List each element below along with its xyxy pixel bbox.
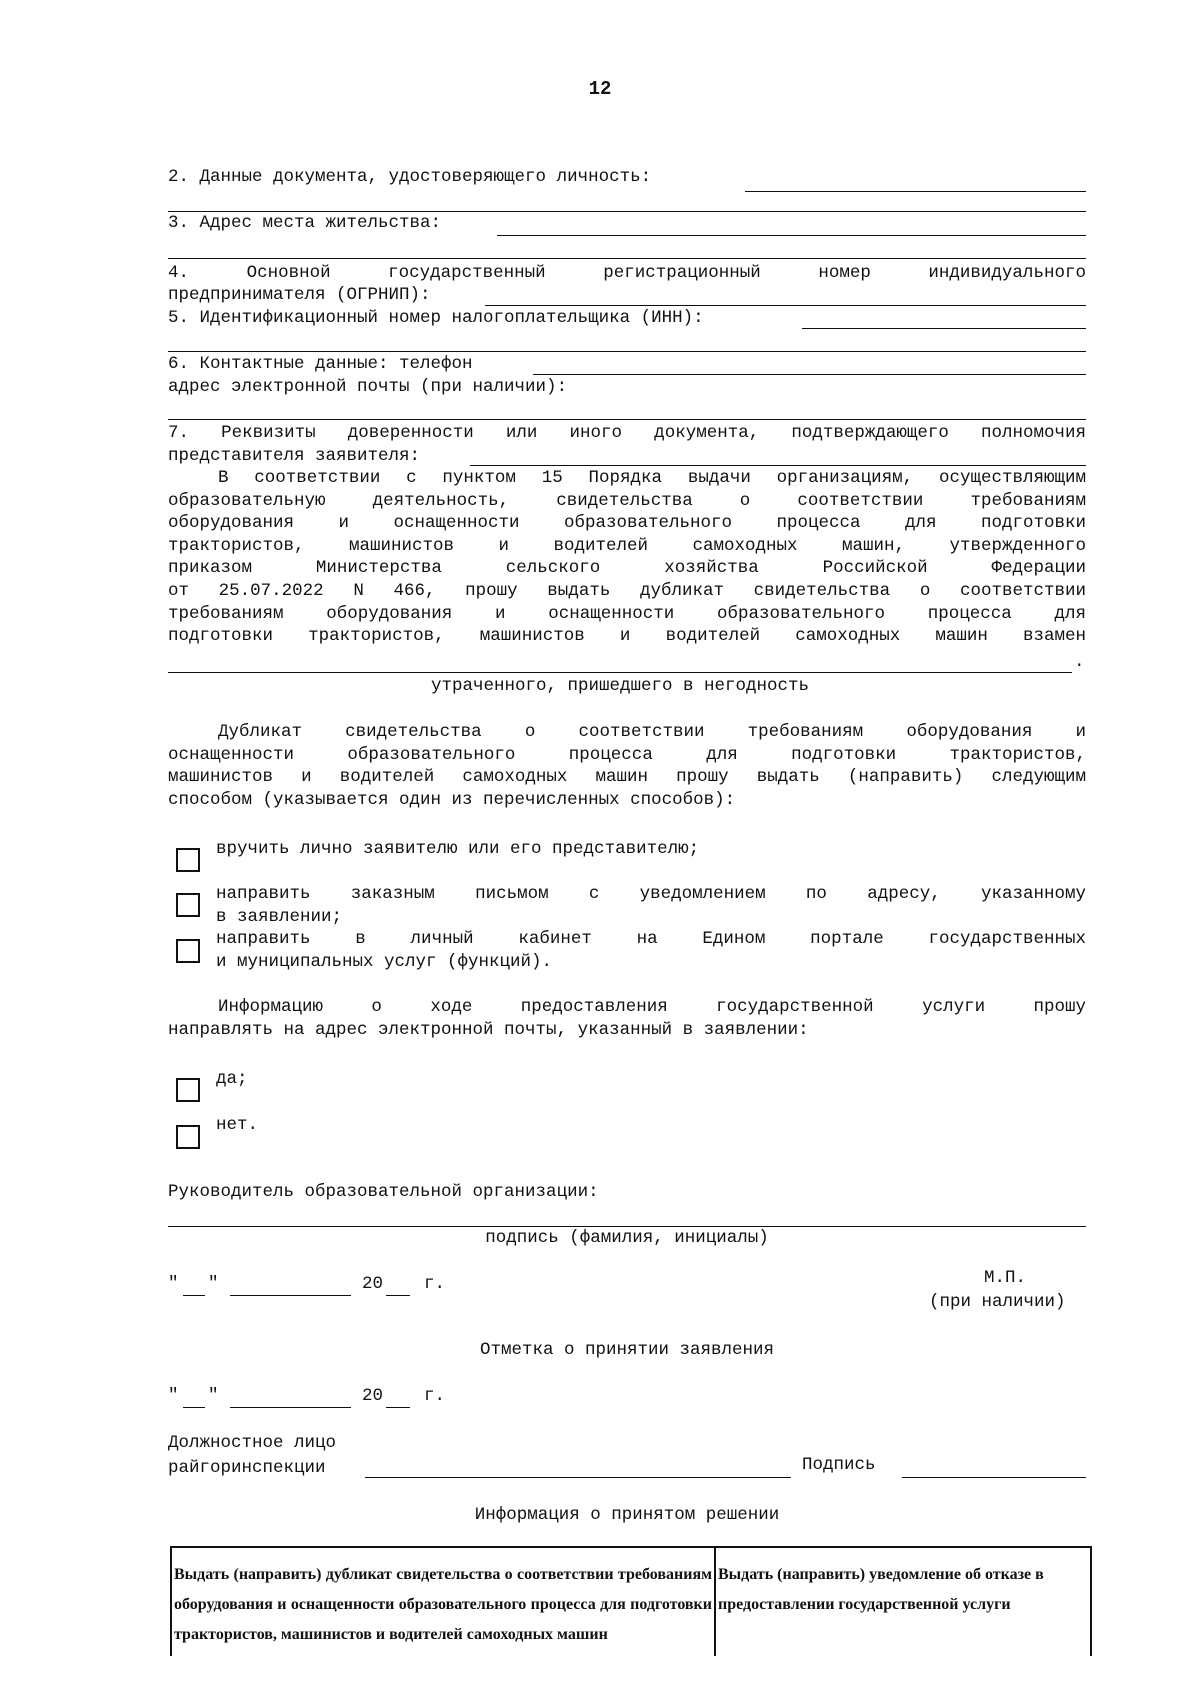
decision-title: Информация о принятом решении bbox=[474, 1505, 780, 1525]
info-option-no: нет. bbox=[216, 1115, 259, 1135]
method-option-line: в заявлении; bbox=[216, 906, 343, 927]
paragraph-line: требованиям оборудования и оснащенности образовательного процесса для bbox=[168, 603, 1086, 624]
info-option-yes: да; bbox=[216, 1069, 248, 1089]
date-quote-close: " bbox=[208, 1274, 219, 1294]
paragraph-line: направлять на адрес электронной почты, указанный в заявлении: bbox=[168, 1019, 809, 1040]
method-paragraph bbox=[168, 721, 1086, 811]
item4-word: 4. bbox=[168, 263, 190, 283]
paragraph-line: оснащенности образовательного процесса для подготовки трактористов, bbox=[168, 744, 1086, 765]
paragraph-line: образовательную деятельность, свидетельства о соответствии требованиям bbox=[168, 490, 1086, 511]
method-checkbox-portal[interactable] bbox=[176, 939, 200, 963]
info-checkbox-no[interactable] bbox=[176, 1125, 200, 1149]
item7-line2: представителя заявителя: bbox=[168, 445, 421, 466]
item4-field[interactable] bbox=[485, 305, 1086, 306]
seal-note: (при наличии) bbox=[929, 1292, 1066, 1312]
date-year-suffix: г. bbox=[424, 1274, 446, 1294]
item4-line1 bbox=[168, 262, 1086, 285]
info-checkbox-yes[interactable] bbox=[176, 1078, 200, 1102]
item2-field[interactable] bbox=[745, 191, 1086, 192]
page-number: 12 bbox=[588, 78, 612, 100]
official-unit: райгоринспекции bbox=[168, 1458, 326, 1478]
method-option-line: направить заказным письмом с уведомлением по адресу, указанному bbox=[216, 884, 1086, 904]
official-signature-label: Подпись bbox=[802, 1455, 876, 1475]
request-end-dot: . bbox=[1074, 652, 1085, 672]
date-quote-close: " bbox=[208, 1386, 219, 1406]
item5-label: 5. Идентификационный номер налогоплательщика (ИНН): bbox=[168, 308, 704, 328]
item3-label: 3. Адрес места жительства: bbox=[168, 213, 442, 233]
date-year-suffix: г. bbox=[424, 1386, 446, 1406]
paragraph-line: трактористов, машинистов и водителей самоходных машин, утвержденного bbox=[168, 535, 1086, 556]
method-option-personal: вручить лично заявителю или его представителю; bbox=[216, 839, 700, 859]
method-checkbox-mail[interactable] bbox=[176, 893, 200, 917]
item4-word: Основной bbox=[246, 263, 331, 283]
seal-mark: М.П. bbox=[984, 1268, 1027, 1288]
method-checkbox-personal[interactable] bbox=[176, 848, 200, 872]
item6-phone-field[interactable] bbox=[533, 374, 1086, 375]
item7 bbox=[168, 422, 1086, 467]
item5-extra-line[interactable] bbox=[168, 351, 1086, 352]
date-quote-open: " bbox=[168, 1274, 179, 1294]
paragraph-line: В соответствии с пунктом 15 Порядка выдачи организациям, осуществляющим bbox=[218, 468, 1086, 488]
request-paragraph bbox=[168, 467, 1086, 648]
official-name-field[interactable] bbox=[365, 1477, 791, 1478]
method-option-line: и муниципальных услуг (функций). bbox=[216, 951, 553, 972]
paragraph-line: Дубликат свидетельства о соответствии требованиям оборудования и bbox=[218, 722, 1086, 742]
paragraph-line: машинистов и водителей самоходных машин прошу выдать (направить) следующим bbox=[168, 767, 1086, 788]
item5-field[interactable] bbox=[802, 328, 1086, 329]
date-year-prefix: 20 bbox=[362, 1274, 384, 1294]
request-caption: утраченного, пришедшего в негодность bbox=[430, 676, 810, 696]
request-field[interactable] bbox=[168, 672, 1072, 673]
official-signature-field[interactable] bbox=[902, 1477, 1086, 1478]
official-title: Должностное лицо bbox=[168, 1433, 337, 1453]
method-option-mail bbox=[216, 883, 1086, 928]
method-option-line: направить в личный кабинет на Едином портале государственных bbox=[216, 929, 1086, 949]
date-year-field[interactable] bbox=[386, 1295, 410, 1296]
info-paragraph bbox=[168, 996, 1086, 1041]
paragraph-line: оборудования и оснащенности образовательного процесса для подготовки bbox=[168, 513, 1086, 534]
signature-caption: подпись (фамилия, инициалы) bbox=[485, 1228, 769, 1248]
paragraph-line: подготовки трактористов, машинистов и водителей самоходных машин взамен bbox=[168, 626, 1086, 647]
item2-label: 2. Данные документа, удостоверяющего личность: bbox=[168, 167, 652, 187]
date-quote-open: " bbox=[168, 1386, 179, 1406]
date-month-field[interactable] bbox=[230, 1407, 351, 1408]
head-label: Руководитель образовательной организации: bbox=[168, 1182, 599, 1202]
item6-phone-label: 6. Контактные данные: телефон bbox=[168, 354, 473, 374]
decision-table bbox=[170, 1548, 1092, 1656]
method-option-portal bbox=[216, 928, 1086, 973]
paragraph-line: приказом Министерства сельского хозяйства Российской Федерации bbox=[168, 558, 1086, 579]
item6-email-field[interactable] bbox=[168, 419, 1086, 420]
item7-line1: 7. Реквизиты доверенности или иного документа, подтверждающего полномочия bbox=[168, 423, 1086, 443]
item6-email-label: адрес электронной почты (при наличии): bbox=[168, 377, 568, 397]
paragraph-line: способом (указывается один из перечисленных способов): bbox=[168, 789, 736, 810]
date-year-field[interactable] bbox=[386, 1407, 410, 1408]
date-day-field[interactable] bbox=[183, 1407, 205, 1408]
item4-word: индивидуального bbox=[928, 263, 1086, 283]
date-month-field[interactable] bbox=[230, 1295, 351, 1296]
paragraph-line: от 25.07.2022 N 466, прошу выдать дубликат свидетельства о соответствии bbox=[168, 580, 1086, 601]
acceptance-title: Отметка о принятии заявления bbox=[479, 1340, 775, 1360]
item7-field[interactable] bbox=[470, 465, 1086, 466]
date-day-field[interactable] bbox=[183, 1295, 205, 1296]
decision-option-refuse[interactable]: Выдать (направить) уведомление об отказе в предоставлении государственной услуги bbox=[715, 1548, 1091, 1656]
item4-word: регистрационный bbox=[603, 263, 761, 283]
item3-field[interactable] bbox=[497, 235, 1086, 236]
item4-word: номер bbox=[818, 263, 871, 283]
item4-line2: предпринимателя (ОГРНИП): bbox=[168, 285, 431, 305]
head-signature-field[interactable] bbox=[168, 1226, 1086, 1227]
paragraph-line: Информацию о ходе предоставления государственной услуги прошу bbox=[218, 997, 1086, 1017]
decision-option-issue[interactable]: Выдать (направить) дубликат свидетельства о соответствии требованиям оборудования и оснащенности образовательного процесса для подготовки трактористов, машинистов и водителей самоходных машин bbox=[171, 1548, 715, 1656]
item3-extra-line[interactable] bbox=[168, 258, 1086, 259]
date-year-prefix: 20 bbox=[362, 1386, 384, 1406]
item4-word: государственный bbox=[388, 263, 546, 283]
